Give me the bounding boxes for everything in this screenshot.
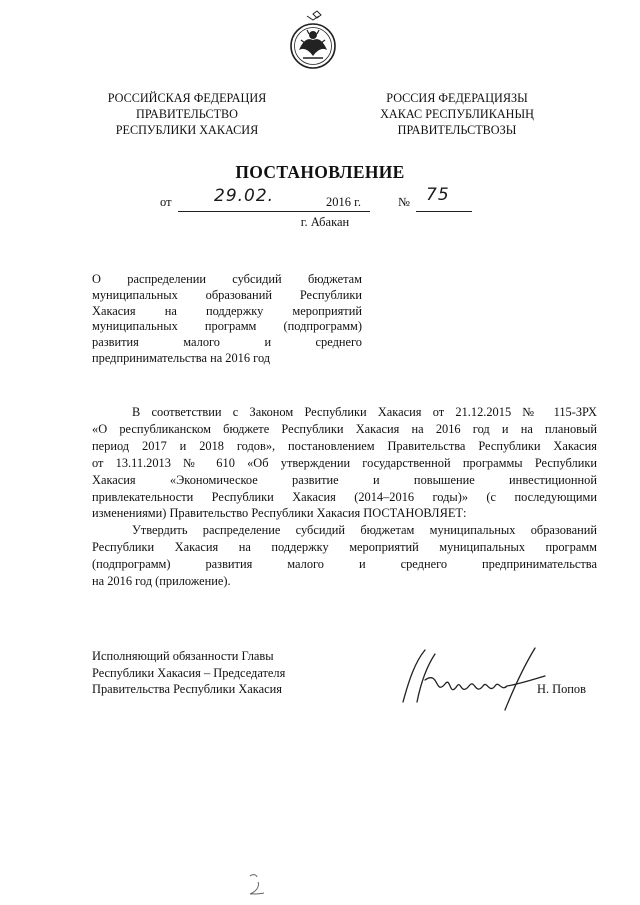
header-right-block [332,90,582,138]
city-name: г. Абакан [300,215,350,229]
position-line: Исполняющий обязанности Главы [92,649,274,663]
header-right-line: РОССИЯ ФЕДЕРАЦИЯЗЫ [386,91,528,105]
body-line: от 13.11.2013 № 610 «Об утверждении государственной программы Республики [92,455,597,470]
body-line: В соответствии с Законом Республики Хакасия от 21.12.2015 № 115-ЗРХ [132,405,597,419]
subject-line: Хакасия на поддержку мероприятий [92,303,362,318]
header-left-line: РОССИЙСКАЯ ФЕДЕРАЦИЯ [107,91,267,105]
subject-line: развития малого и среднего [92,335,362,350]
body-line: привлекательности Республики Хакасия (2014–2016 годы)» (с последующими [92,489,597,504]
year-text: 2016 г. [326,195,361,209]
body-line: Республики Хакасия на поддержку мероприятий муниципальных программ [92,540,597,555]
header-left-line: РЕСПУБЛИКИ ХАКАСИЯ [115,123,259,137]
body-line: «О республиканском бюджете Республики Хакасия на 2016 год и на плановый [92,421,597,436]
header-left-line: ПРАВИТЕЛЬСТВО [136,107,238,121]
body-line: на 2016 год (приложение). [92,574,231,589]
subject-line: О распределении субсидий бюджетам [92,272,362,286]
number-label: № [398,195,410,209]
date-prefix: от [160,195,172,209]
handwritten-signature-icon [395,640,555,720]
document-title: ПОСТАНОВЛЕНИЕ [235,162,405,182]
body-line: Хакасия «Экономическое развитие и повышение инвестиционной [92,472,597,487]
subject-line: муниципальных образований Республики [92,287,362,302]
header-right-line: ПРАВИТЕЛЬСТВОЗЫ [397,123,517,137]
position-line: Республики Хакасия – Председателя [92,665,286,680]
document-body [92,404,597,590]
handwritten-date: 29.02. [214,186,275,206]
signatory-name: Н. Попов [537,682,586,696]
body-line: изменениями) Правительство Республики Хакасия ПОСТАНОВЛЯЕТ: [92,506,467,521]
position-line: Правительства Республики Хакасия [92,682,282,696]
handwritten-number: 75 [426,185,450,205]
header-right-line: ХАКАС РЕСПУБЛИКАНЫҢ [380,107,534,121]
header-left-block [62,90,312,138]
subject-line: муниципальных программ (подпрограмм) [92,319,362,334]
page-mark-icon [244,872,274,898]
document-subject [92,272,362,367]
body-line: Утвердить распределение субсидий бюджетам муниципальных образований [132,523,597,538]
subject-line: предпринимательства на 2016 год [92,350,271,365]
coat-of-arms-icon [287,10,339,72]
body-line: период 2017 и 2018 годов», постановлением Правительства Республики Хакасия [92,438,597,453]
signatory-position [92,648,285,698]
body-line: (подпрограмм) развития малого и среднего предпринимательства [92,557,597,572]
